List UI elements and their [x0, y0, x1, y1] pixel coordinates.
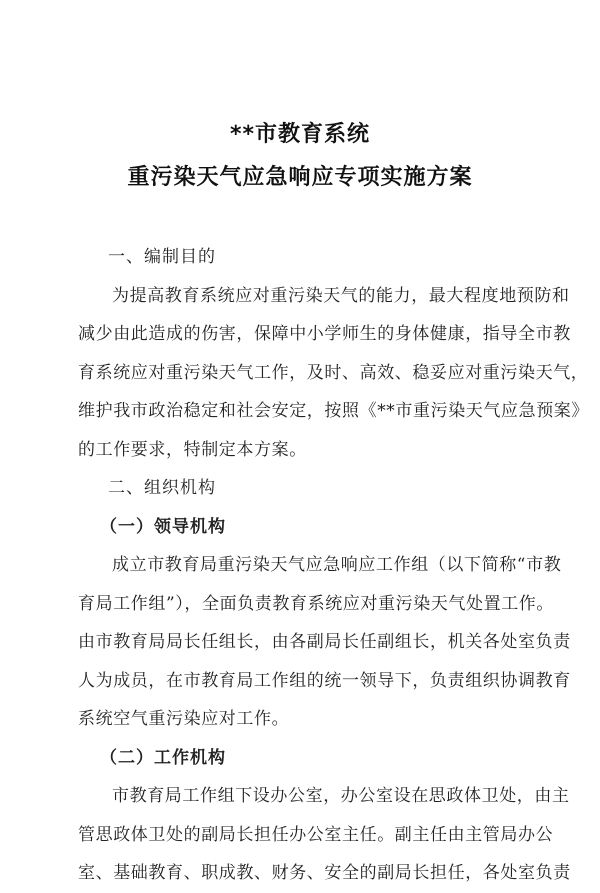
- subsection-heading: （二）工作机构: [100, 747, 226, 768]
- paragraph-line: 减少由此造成的伤害，保障中小学师生的身体健康，指导全市教: [78, 324, 571, 344]
- paragraph-line: 维护我市政治稳定和社会安定，按照《**市重污染天气应急预案》: [78, 401, 589, 421]
- paragraph-line: 育系统应对重污染天气工作，及时、高效、稳妥应对重污染天气，: [78, 362, 589, 383]
- paragraph-line: 育局工作组”），全面负责教育系统应对重污染天气处置工作。: [78, 593, 554, 614]
- paragraph-line: 室、基础教育、职成教、财务、安全的副局长担任，各处室负责: [78, 863, 571, 883]
- paragraph-line: 系统空气重污染应对工作。: [78, 709, 290, 729]
- section-heading: 二、组织机构: [108, 478, 216, 498]
- document-title-line1: **市教育系统: [229, 122, 370, 147]
- paragraph-line: 成立市教育局重污染天气应急响应工作组（以下简称“市教: [112, 555, 562, 575]
- paragraph-line: 市教育局工作组下设办公室，办公室设在思政体卫处，由主: [112, 786, 570, 806]
- subsection-heading: （一）领导机构: [100, 516, 226, 537]
- paragraph-line: 管思政体卫处的副局长担任办公室主任。副主任由主管局办公: [78, 824, 554, 845]
- document-body: [78, 238, 589, 893]
- paragraph-line: 由市教育局局长任组长，由各副局长任副组长，机关各处室负责: [78, 632, 571, 652]
- paragraph-line: 的工作要求，特制定本方案。: [78, 439, 307, 460]
- paragraph-line: 为提高教育系统应对重污染天气的能力，最大程度地预防和: [112, 285, 570, 306]
- section-heading: 一、编制目的: [108, 247, 216, 267]
- paragraph-line: 人为成员，在市教育局工作组的统一领导下，负责组织协调教育: [78, 670, 571, 691]
- document-title-line2: 重污染天气应急响应专项实施方案: [127, 165, 473, 190]
